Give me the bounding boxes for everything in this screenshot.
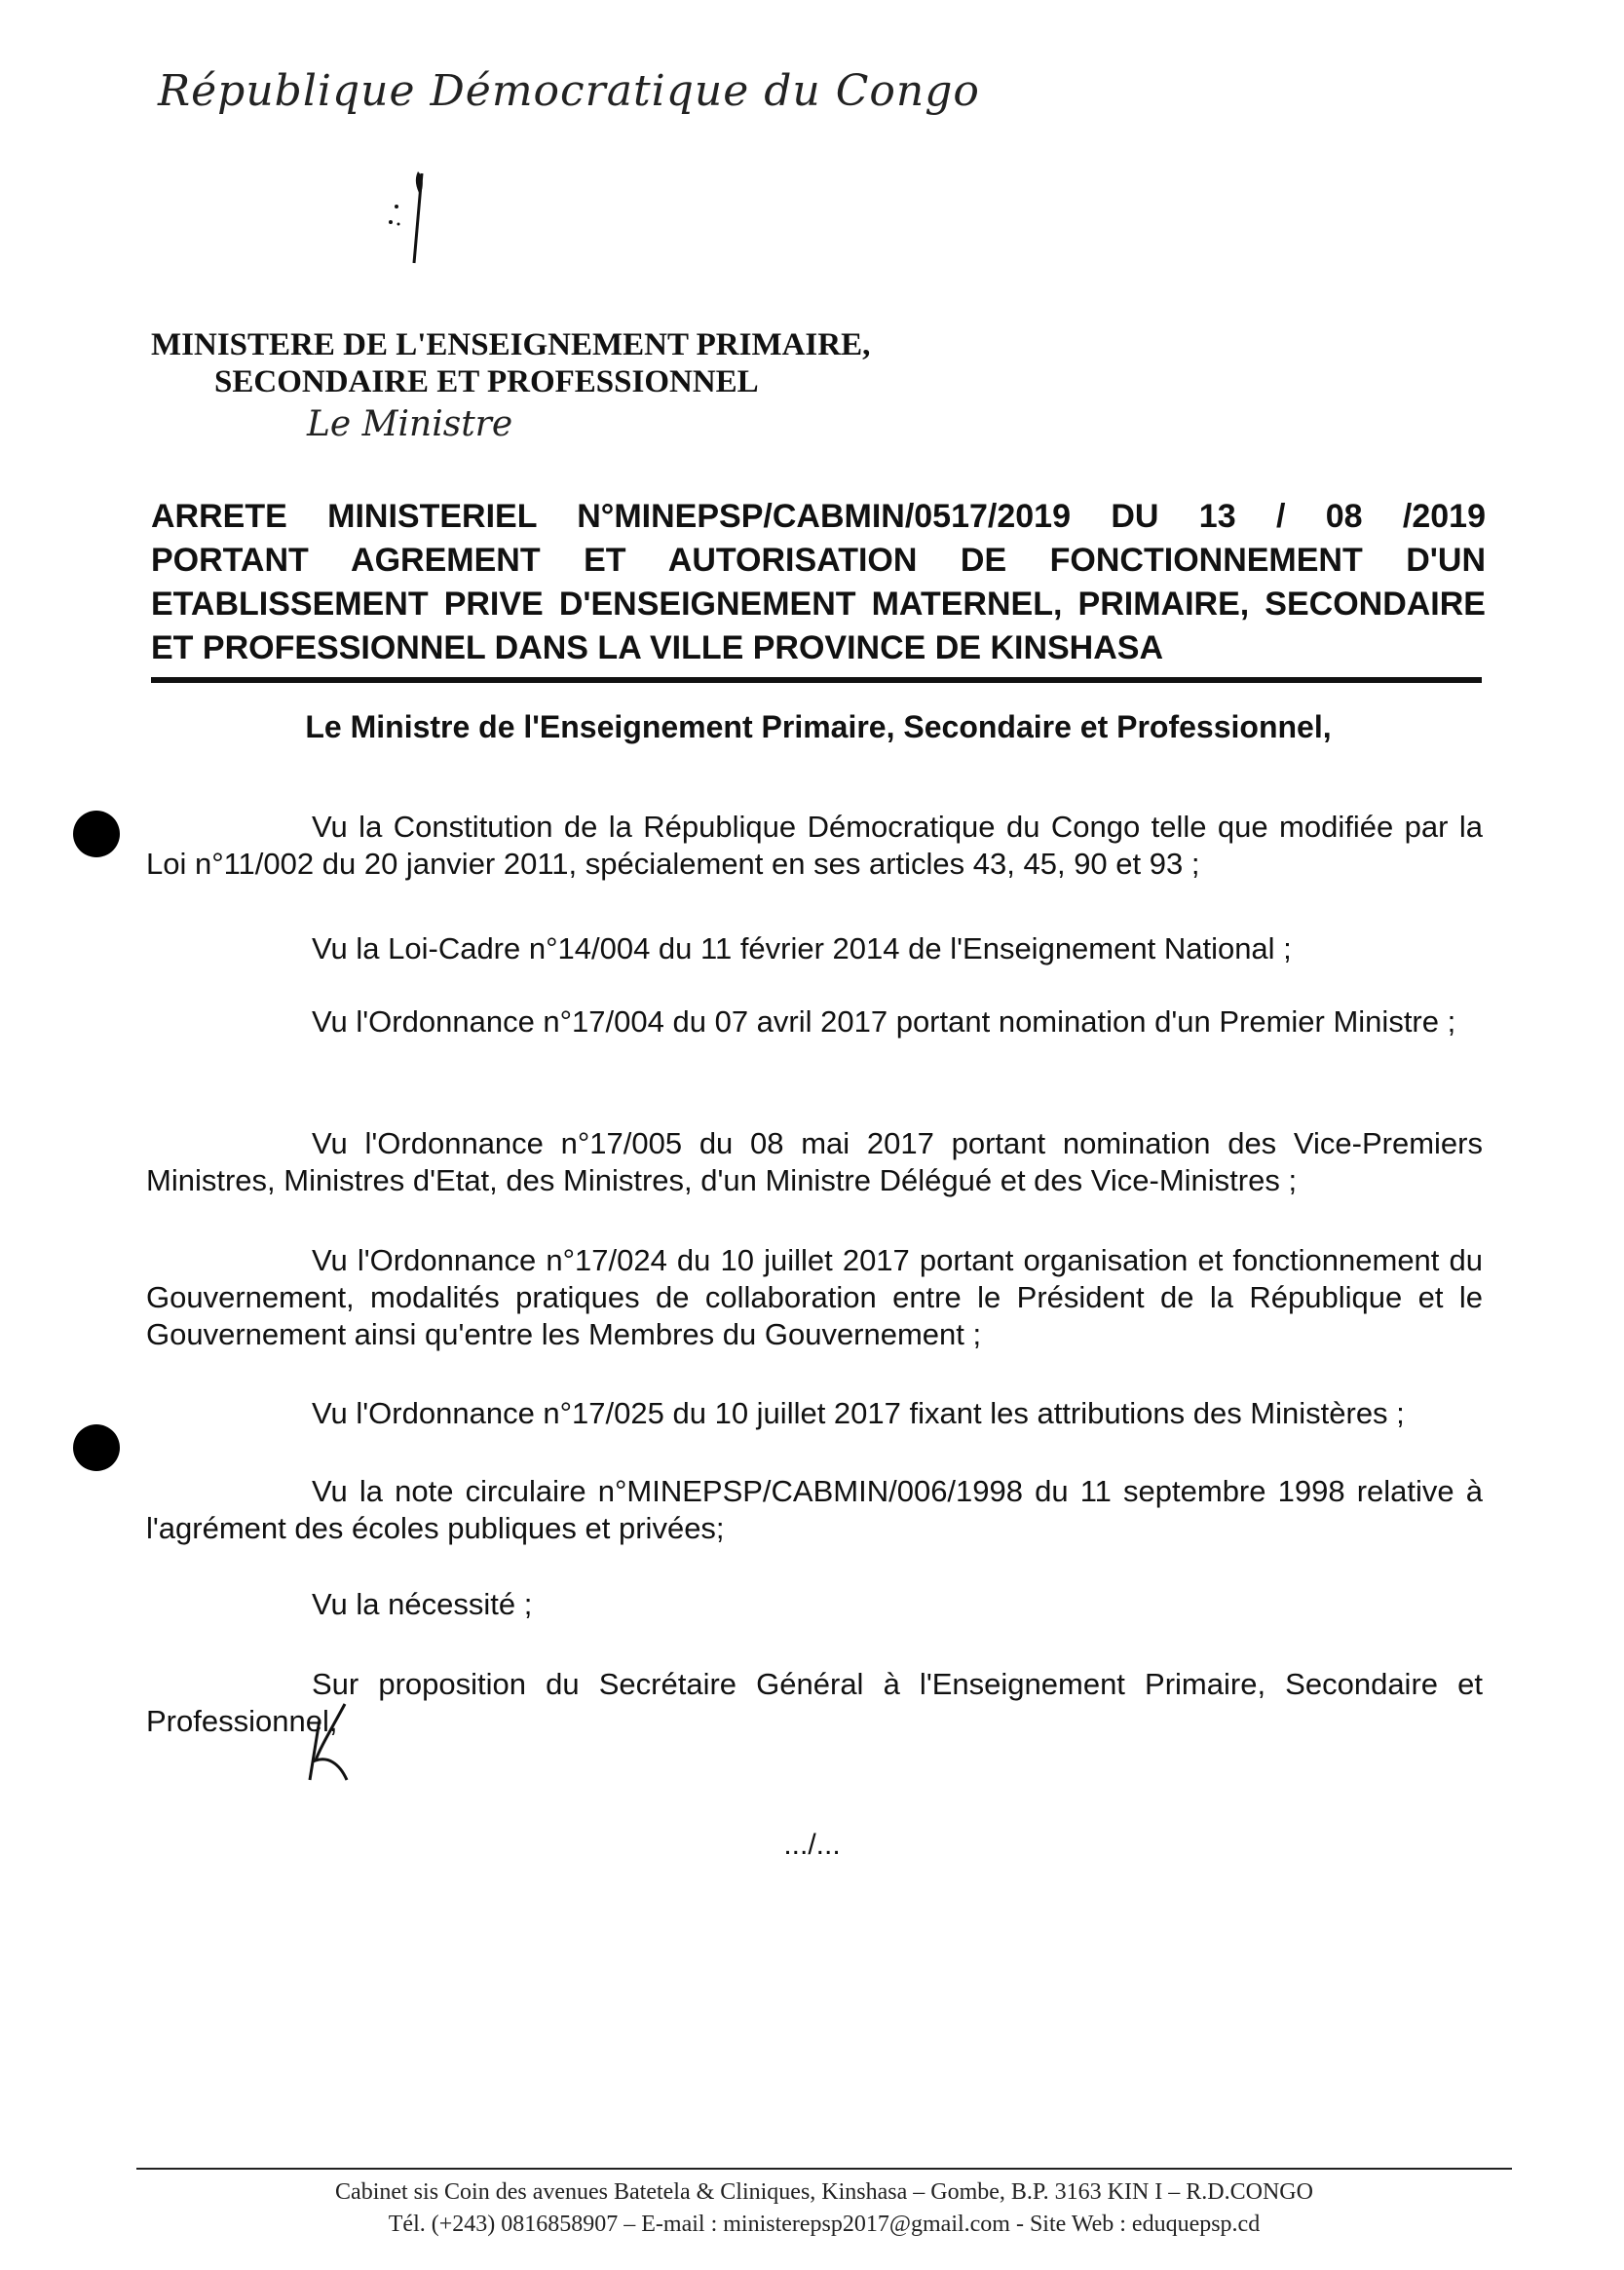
paragraph-necessite: Vu la nécessité ; bbox=[312, 1587, 533, 1621]
decree-title-line1: ARRETE MINISTERIEL N°MINEPSP/CABMIN/0517/2019 DU 13 / 08 /2019 bbox=[151, 498, 1486, 535]
ministry-name-line2: SECONDAIRE ET PROFESSIONNEL bbox=[214, 364, 759, 399]
title-underline bbox=[151, 677, 1482, 683]
decree-title bbox=[151, 495, 1486, 670]
emblem-mark-icon bbox=[375, 166, 443, 273]
footer-contact: Tél. (+243) 0816858907 – E-mail : ministerepsp2017@gmail.com - Site Web : eduquepsp.cd bbox=[388, 2212, 1261, 2237]
paragraph-proposition: Sur proposition du Secrétaire Général à l'Enseignement Primaire, Secondaire et Professionnel, bbox=[146, 1667, 1483, 1738]
punch-hole-bottom bbox=[73, 1424, 120, 1471]
punch-hole-top bbox=[73, 811, 120, 857]
paragraph-ordonnance-17-025: Vu l'Ordonnance n°17/025 du 10 juillet 2017 fixant les attributions des Ministères ; bbox=[312, 1396, 1405, 1430]
ministry-name-line1: MINISTERE DE L'ENSEIGNEMENT PRIMAIRE, bbox=[151, 327, 871, 362]
paragraph-ordonnance-17-024: Vu l'Ordonnance n°17/024 du 10 juillet 2017 portant organisation et fonctionnement du Gouvernement, modalités pratiques de collaboration entre le Président de la République et le Gouvernement ainsi qu'entre les Membres du Gouvernement ; bbox=[146, 1243, 1483, 1351]
minister-signature-title: Le Ministre bbox=[307, 404, 513, 444]
continuation-mark: .../... bbox=[783, 1829, 841, 1861]
paragraph-ordonnance-17-004: Vu l'Ordonnance n°17/004 du 07 avril 2017 portant nomination d'un Premier Ministre ; bbox=[312, 1004, 1456, 1039]
paragraph-ordonnance-17-005: Vu l'Ordonnance n°17/005 du 08 mai 2017 portant nomination des Vice-Premiers Ministres, Ministres d'Etat, des Ministres, d'un Ministre Délégué et des Vice-Ministres ; bbox=[146, 1126, 1483, 1197]
footer-divider bbox=[136, 2168, 1512, 2170]
paragraph-loi-cadre: Vu la Loi-Cadre n°14/004 du 11 février 2014 de l'Enseignement National ; bbox=[312, 931, 1292, 965]
paragraph-note-circulaire: Vu la note circulaire n°MINEPSP/CABMIN/006/1998 du 11 septembre 1998 relative à l'agrément des écoles publiques et privées; bbox=[146, 1474, 1483, 1545]
minister-heading: Le Ministre de l'Enseignement Primaire, Secondaire et Professionnel, bbox=[305, 709, 1332, 744]
decree-title-line4: ET PROFESSIONNEL DANS LA VILLE PROVINCE DE KINSHASA bbox=[151, 629, 1164, 666]
decree-title-line3: ETABLISSEMENT PRIVE D'ENSEIGNEMENT MATERNEL, PRIMAIRE, SECONDAIRE bbox=[151, 586, 1486, 623]
paragraph-constitution: Vu la Constitution de la République Démocratique du Congo telle que modifiée par la Loi n°11/002 du 20 janvier 2011, spécialement en ses articles 43, 45, 90 et 93 ; bbox=[146, 810, 1483, 881]
country-header: République Démocratique du Congo bbox=[158, 66, 980, 116]
decree-title-line2: PORTANT AGREMENT ET AUTORISATION DE FONCTIONNEMENT D'UN bbox=[151, 542, 1486, 579]
footer-address: Cabinet sis Coin des avenues Batetela & Cliniques, Kinshasa – Gombe, B.P. 3163 KIN I – R.D.CONGO bbox=[335, 2179, 1313, 2205]
initials-signature-icon bbox=[302, 1700, 360, 1788]
